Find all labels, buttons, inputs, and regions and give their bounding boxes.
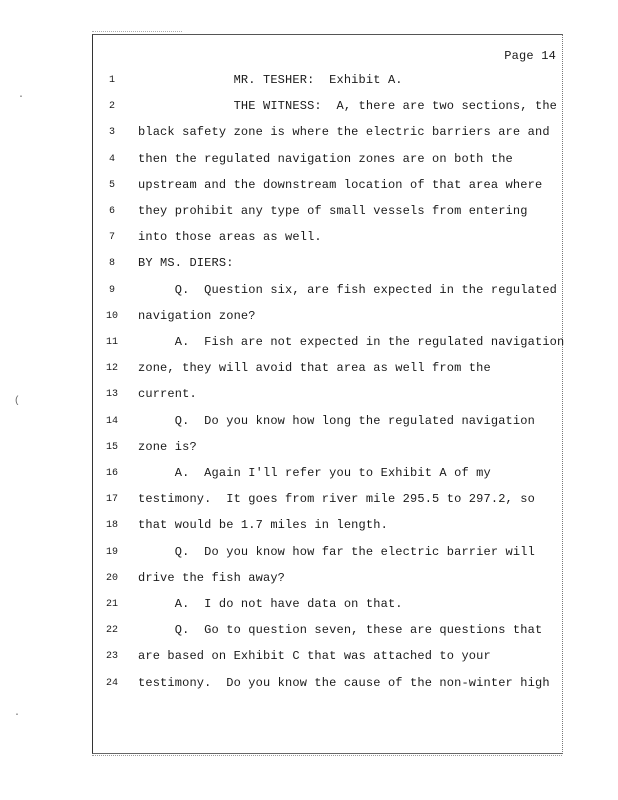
line-text: into those areas as well. (138, 230, 322, 245)
transcript-line (93, 571, 562, 591)
line-text: black safety zone is where the electric barriers are and (138, 125, 550, 140)
transcript-line (93, 466, 562, 486)
transcript-line (93, 204, 562, 224)
line-number: 11 (105, 337, 118, 348)
line-number: 23 (105, 651, 118, 663)
transcript-line (93, 125, 562, 145)
line-number: 21 (105, 599, 118, 610)
line-text: A. I do not have data on that. (138, 597, 403, 611)
line-number: 5 (108, 179, 115, 191)
line-text: that would be 1.7 miles in length. (138, 518, 388, 533)
line-text: BY MS. DIERS: (138, 256, 234, 271)
transcript-line (93, 152, 562, 172)
transcript-line (93, 283, 562, 303)
line-number: 14 (105, 415, 118, 427)
line-text: zone is? (138, 439, 197, 454)
transcript-line (93, 387, 562, 407)
line-text: MR. TESHER: Exhibit A. (138, 73, 403, 87)
transcript-line (93, 178, 562, 198)
line-number: 6 (108, 206, 115, 217)
transcript-line (93, 309, 562, 329)
top-scan-rule (92, 31, 182, 33)
page-number: Page 14 (504, 49, 556, 63)
transcript-line (93, 492, 562, 512)
line-text: current. (138, 387, 197, 402)
line-number: 9 (108, 284, 115, 296)
line-text: are based on Exhibit C that was attached to your (138, 649, 491, 664)
line-text: Q. Do you know how far the electric barrier will (138, 544, 535, 559)
line-number: 3 (108, 127, 115, 139)
line-text: A. Fish are not expected in the regulated navigation (138, 335, 565, 349)
line-text: upstream and the downstream location of that area where (138, 177, 543, 192)
line-text: drive the fish away? (138, 570, 286, 585)
transcript-line (93, 518, 562, 538)
line-text: zone, they will avoid that area as well from the (138, 361, 491, 376)
line-text: THE WITNESS: A, there are two sections, the (138, 99, 558, 114)
line-number: 12 (105, 363, 118, 375)
line-number: 24 (105, 677, 118, 689)
scan-speck: · (18, 92, 25, 103)
transcript-line (93, 230, 562, 250)
line-number: 1 (108, 75, 115, 86)
transcript-line (93, 676, 562, 696)
line-text: they prohibit any type of small vessels from entering (138, 204, 528, 218)
transcript-line (93, 414, 562, 434)
line-number: 15 (105, 441, 118, 453)
line-number: 4 (108, 153, 115, 165)
line-text: testimony. It goes from river mile 295.5 to 297.2, so (138, 492, 535, 507)
transcript-line (93, 545, 562, 565)
line-number: 8 (108, 258, 115, 270)
line-text: Q. Do you know how long the regulated navigation (138, 413, 535, 428)
line-number: 17 (105, 494, 118, 506)
line-number: 19 (105, 546, 118, 558)
transcript-line (93, 440, 562, 460)
line-number: 10 (105, 310, 118, 322)
line-number: 18 (105, 520, 118, 532)
line-text: Q. Go to question seven, these are questions that (138, 623, 543, 638)
transcript-line (93, 73, 562, 93)
line-number: 13 (105, 389, 118, 401)
line-text: navigation zone? (138, 308, 256, 323)
transcript-line (93, 256, 562, 276)
transcript-line (93, 99, 562, 119)
transcript-line (93, 335, 565, 355)
line-text: then the regulated navigation zones are on both the (138, 151, 513, 166)
line-text: Q. Question six, are fish expected in the regulated (138, 282, 558, 297)
transcript-line (93, 623, 562, 643)
line-number: 2 (108, 101, 115, 113)
line-number: 22 (105, 625, 118, 637)
transcript-line (93, 649, 562, 669)
transcript-line (93, 361, 562, 381)
line-text: testimony. Do you know the cause of the non-winter high (138, 675, 550, 690)
scan-speck: · (14, 710, 21, 721)
line-text: A. Again I'll refer you to Exhibit A of my (138, 466, 491, 480)
line-number: 20 (105, 572, 118, 584)
bottom-scan-rule (92, 755, 562, 757)
line-number: 7 (108, 232, 115, 244)
transcript-page (92, 34, 563, 754)
transcript-line (93, 597, 562, 617)
line-number: 16 (105, 468, 118, 479)
scan-speck: ( (14, 396, 21, 407)
